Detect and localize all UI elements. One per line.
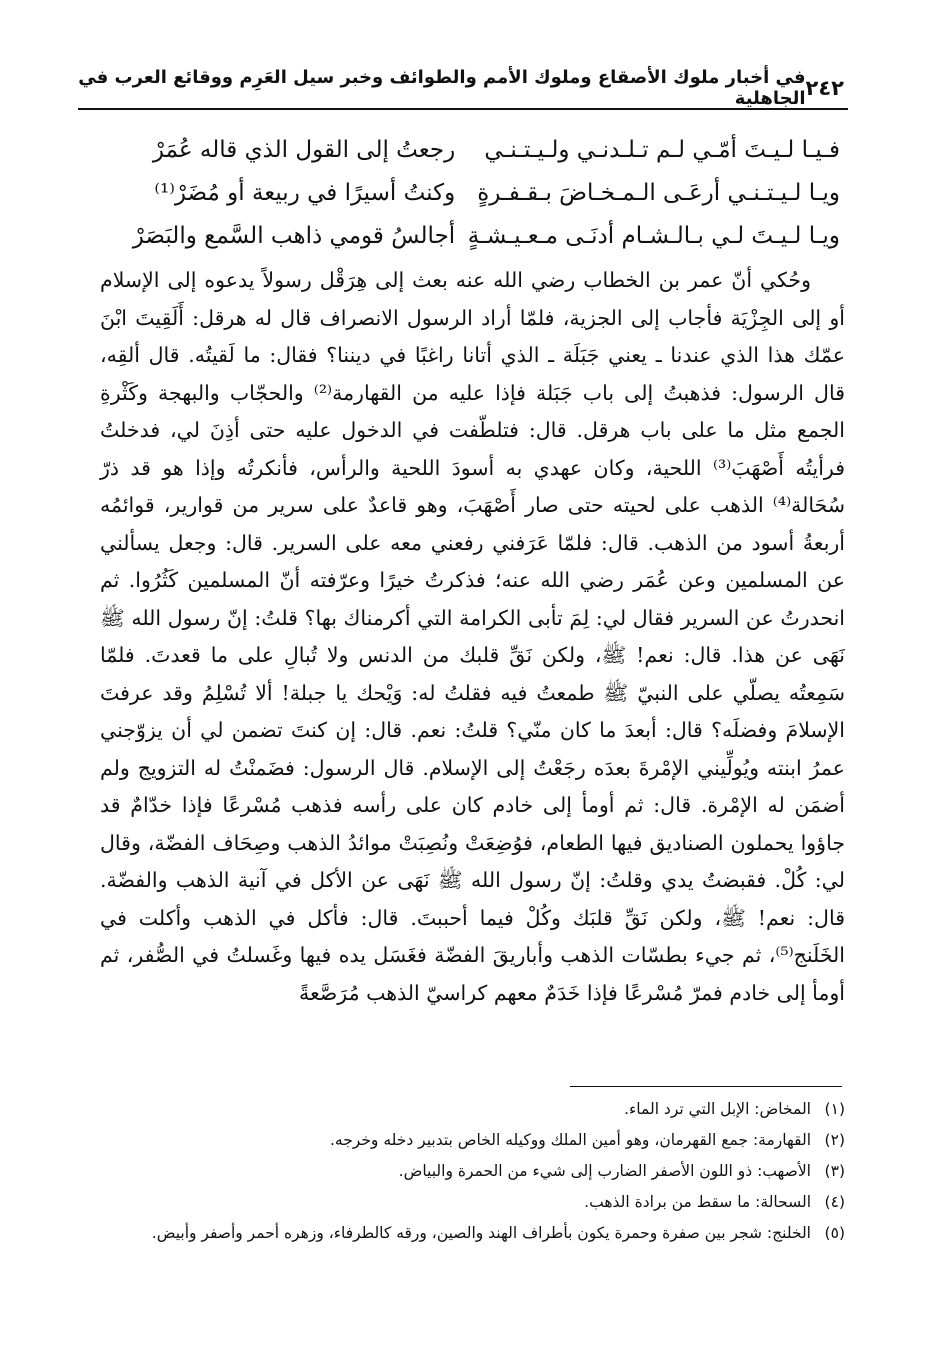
verse-first-hemistich: فـيـا لـيـتَ أمّـي لـم تـلـدنـي ولـيـتـنـي <box>484 136 840 163</box>
verse-first-hemistich: ويـا لـيـتَ لـي بـالـشـام أدنَـى مـعـيـشـةٍ <box>467 222 840 249</box>
footnote-number: (٢) <box>824 1131 845 1149</box>
page-number: ٢٤٢ <box>805 76 844 100</box>
verse-first-hemistich: ويـا لـيـتـنـي أرعَـى الـمـخـاضَ بـقـفـرةٍ <box>477 179 840 206</box>
footnote-number: (٣) <box>824 1162 845 1180</box>
footnote-text: الخلنج: شجر بين صفرة وحمرة يكون بأطراف الهند والصين، ورقه كالطرفاء، وزهره أحمر وأصفر وأبيض. <box>151 1224 811 1242</box>
running-title: في أخبار ملوك الأصقاع وملوك الأمم والطوائف وخبر سيل العَرِم ووقائع العرب في الجاهلية <box>78 67 806 109</box>
footnote <box>100 1158 845 1185</box>
footnote-number: (٥) <box>824 1224 845 1242</box>
poem <box>100 128 840 257</box>
footnote <box>100 1127 845 1154</box>
poem-verse <box>100 171 840 214</box>
page-header <box>78 68 848 110</box>
verse-second-hemistich: وكنتُ أسيرًا في ربيعة أو مُضَرْ⁽¹⁾ <box>154 179 456 206</box>
poem-verse <box>100 214 840 257</box>
footnote <box>100 1189 845 1216</box>
main-text <box>100 262 845 1012</box>
footnote-number: (٤) <box>824 1193 845 1211</box>
footnote-text: الأصهب: ذو اللون الأصفر الضارب إلى شيء من الحمرة والبياض. <box>398 1162 811 1180</box>
footnote-text: السحالة: ما سقط من برادة الذهب. <box>584 1193 811 1211</box>
verse-second-hemistich: رجعتُ إلى القول الذي قاله عُمَرْ <box>152 136 456 163</box>
footnote-text: القهارمة: جمع القهرمان، وهو أمين الملك ووكيله الخاص بتدبير دخله وخرجه. <box>329 1131 811 1149</box>
verse-second-hemistich: أجالسُ قومي ذاهب السَّمع والبَصَرْ <box>132 222 456 249</box>
poem-verse <box>100 128 840 171</box>
body-paragraph: وحُكي أنّ عمر بن الخطاب رضي الله عنه بعث إلى هِرَقْل رسولاً يدعوه إلى الإسلام أو إلى الجِزْيَة فأجاب إلى الجزية، فلمّا أراد الرسول الانصراف قال له هرقل: أَلَقِيتَ ابْنَ عمّك هذا الذي عندنا ـ يعني جَبَلَة ـ الذي أتانا راغبًا في ديننا؟ فقال: ما لَقيتُه. قال ألقِه، قال الرسول: فذهبتُ إلى باب جَبَلة فإذا عليه من القهارمة⁽²⁾ والحجّاب والبهجة وكَثْرةِ الجمع مثل ما على باب هرقل. قال: فتلطّفت في الدخول عليه حتى أذِنَ لي، فدخلتُ فرأيتُه أَصْهَبَ⁽³⁾ اللحية، وكان عهدي به أسودَ اللحية والرأس، فأنكرتُه وإذا هو قد ذرّ سُحَالة⁽⁴⁾ الذهب على لحيته حتى صار أَصْهَبَ، وهو قاعدٌ على سرير من قوارير، قوائمُه أربعةُ أسود من الذهب. قال: فلمّا عَرَفني رفعني معه على السرير. قال: وجعل يسألني عن المسلمين وعن عُمَر رضي الله عنه؛ فذكرتُ خيرًا وعرّفته أنّ المسلمين كَثُرُوا. ثم انحدرتُ عن السرير فقال لي: لِمَ تأبى الكرامة التي أكرمناك بها؟ قلتُ: إنّ رسول الله ﷺ نَهَى عن هذا. قال: نعم! ﷺ، ولكن نَقِّ قلبك من الدنس ولا تُبالِ على ما قعدتَ. فلمّا سَمِعتُه يصلّي على النبيّ ﷺ طمعتُ فيه فقلتُ له: وَيْحك يا جبلة! ألا تُسْلِمُ وقد عرفتَ الإسلامَ وفضلَه؟ قال: أبعدَ ما كان منّي؟ قلتُ: نعم. قال: إن كنتَ تضمن لي أن يزوّجني عمرُ ابنته ويُولِّيني الإمْرةَ بعدَه رجَعْتُ إلى الإسلام. قال الرسول: فضَمنْتُ له التزويج ولم أضمَن له الإمْرة. قال: ثم أومأ إلى خادم كان على رأسه فذهب مُسْرعًا فإذا خدّامٌ قد جاؤوا يحملون الصناديق فيها الطعام، فوُضِعَتْ ونُصِبَتْ موائدُ الذهب وصِحَاف الفضّة، وقال لي: كُلْ. فقبضتُ يدي وقلتُ: إنّ رسول الله ﷺ نَهَى عن الأكل في آنية الذهب والفضّة. قال: نعم! ﷺ، ولكن نَقِّ قلبَك وكُلْ فيما أحببتَ. قال: فأكل في الذهب وأكلت في الخَلَنج⁽⁵⁾، ثم جيء بطسّات الذهب وأباريقَ الفضّة فغَسَل يده فيها وغَسلتُ في الصُّفر، ثم أومأ إلى خادم فمرّ مُسْرعًا فإذا خَدَمٌ معهم كراسيّ الذهب مُرَصَّعةً <box>100 268 846 1005</box>
footnote <box>100 1096 845 1123</box>
footnote-text: المخاض: الإبل التي ترد الماء. <box>624 1100 811 1118</box>
footnotes <box>100 1096 845 1251</box>
footnote-number: (١) <box>824 1100 845 1118</box>
footnote-separator <box>570 1086 842 1087</box>
footnote <box>100 1220 845 1247</box>
